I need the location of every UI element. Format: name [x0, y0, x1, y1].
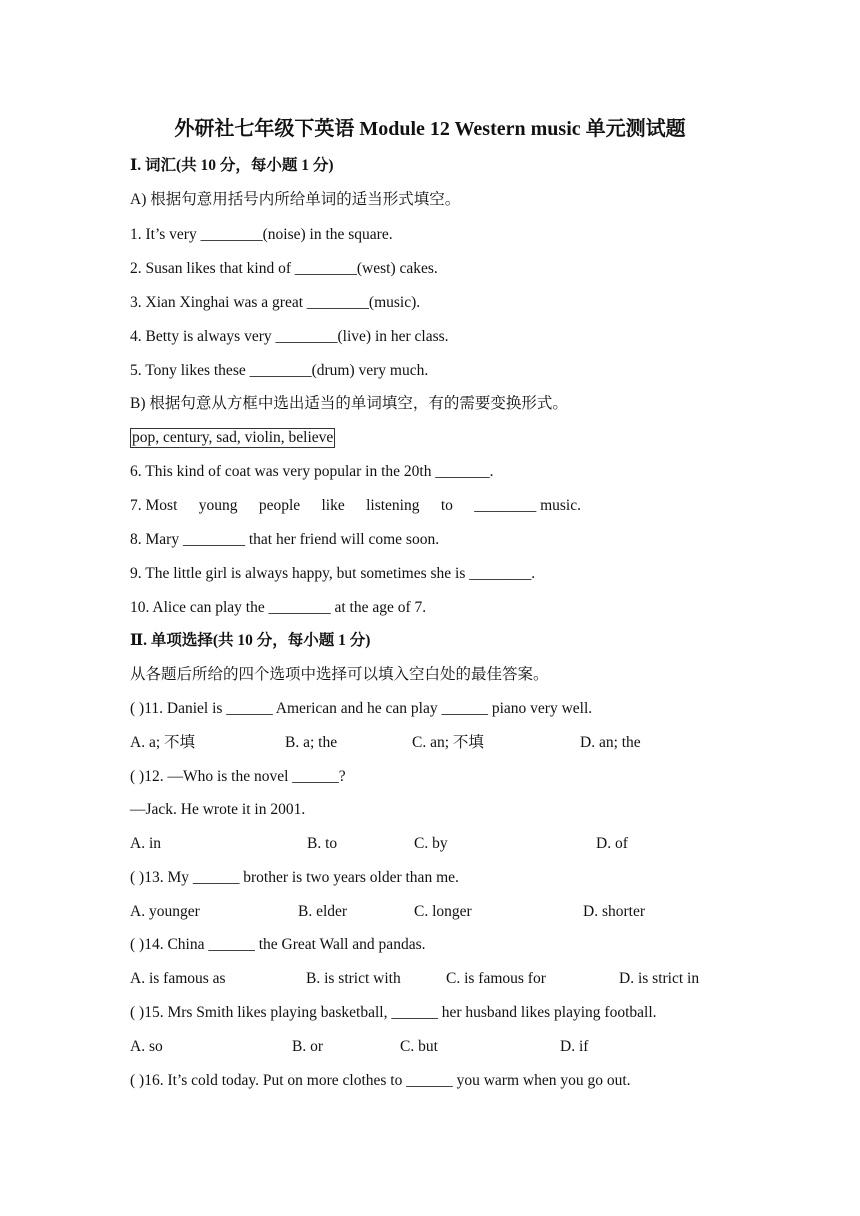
- option-d: D. shorter: [583, 903, 645, 920]
- option-c: C. is famous for: [446, 970, 546, 987]
- option-c: C. by: [414, 835, 448, 852]
- question-10: 10. Alice can play the ________ at the age of 7.: [130, 599, 427, 616]
- option-a: A. in: [130, 835, 161, 852]
- question-5: 5. Tony likes these ________(drum) very much.: [130, 362, 429, 379]
- question-7-word: people: [258, 497, 301, 514]
- section-2-instruction: 从各题后所给的四个选项中选择可以填入空白处的最佳答案。: [130, 666, 549, 683]
- option-c: C. but: [400, 1038, 438, 1055]
- option-c: C. longer: [414, 903, 472, 920]
- option-b: B. elder: [298, 903, 348, 920]
- question-9: 9. The little girl is always happy, but sometimes she is ________.: [130, 565, 536, 582]
- question-3: 3. Xian Xinghai was a great ________(music).: [130, 294, 421, 311]
- question-14-stem: ( )14. China ______ the Great Wall and pandas.: [130, 936, 426, 953]
- section-1-heading: Ⅰ. 词汇(共 10 分，每小题 1 分): [130, 157, 334, 174]
- question-15-stem: ( )15. Mrs Smith likes playing basketball, ______ her husband likes playing football.: [130, 1004, 657, 1021]
- option-b: B. is strict with: [306, 970, 401, 987]
- question-1: 1. It’s very ________(noise) in the square.: [130, 226, 393, 243]
- word-box: pop, century, sad, violin, believe: [132, 429, 334, 446]
- question-7: [130, 496, 581, 516]
- question-7-word: young: [198, 497, 238, 514]
- option-b: B. to: [307, 835, 338, 852]
- option-d: D. if: [560, 1038, 589, 1055]
- part-b-instruction: B) 根据句意从方框中选出适当的单词填空，有的需要变换形式。: [130, 395, 568, 412]
- question-8: 8. Mary ________ that her friend will come soon.: [130, 531, 440, 548]
- option-d: D. is strict in: [619, 970, 700, 987]
- question-7-word: like: [321, 497, 345, 514]
- option-a: A. younger: [130, 903, 200, 920]
- option-a: A. is famous as: [130, 970, 226, 987]
- question-11-stem: ( )11. Daniel is ______ American and he can play ______ piano very well.: [130, 700, 593, 717]
- question-6: 6. This kind of coat was very popular in the 20th _______.: [130, 463, 494, 480]
- option-d: D. of: [596, 835, 628, 852]
- section-2-heading: Ⅱ. 单项选择(共 10 分，每小题 1 分): [130, 632, 371, 649]
- question-4: 4. Betty is always very ________(live) in her class.: [130, 328, 449, 345]
- question-7-word: listening: [366, 497, 420, 514]
- option-a: A. so: [130, 1038, 163, 1055]
- question-7-word: 7. Most: [130, 497, 178, 514]
- option-b: B. a; the: [285, 734, 338, 751]
- option-b: B. or: [292, 1038, 323, 1055]
- question-7-word: to: [440, 497, 453, 514]
- question-2: 2. Susan likes that kind of ________(west) cakes.: [130, 260, 438, 277]
- option-a: A. a; 不填: [130, 734, 196, 751]
- question-12-answer-line: —Jack. He wrote it in 2001.: [130, 801, 306, 818]
- option-d: D. an; the: [580, 734, 641, 751]
- question-12-stem: ( )12. —Who is the novel ______?: [130, 768, 346, 785]
- page-title: 外研社七年级下英语 Module 12 Western music 单元测试题: [174, 118, 686, 140]
- option-c: C. an; 不填: [412, 734, 484, 751]
- question-13-stem: ( )13. My ______ brother is two years older than me.: [130, 869, 459, 886]
- question-7-word: ________ music.: [474, 497, 581, 514]
- question-16-stem: ( )16. It’s cold today. Put on more clothes to ______ you warm when you go out.: [130, 1072, 631, 1089]
- word-box-line: [130, 428, 335, 448]
- part-a-instruction: A) 根据句意用括号内所给单词的适当形式填空。: [130, 191, 461, 208]
